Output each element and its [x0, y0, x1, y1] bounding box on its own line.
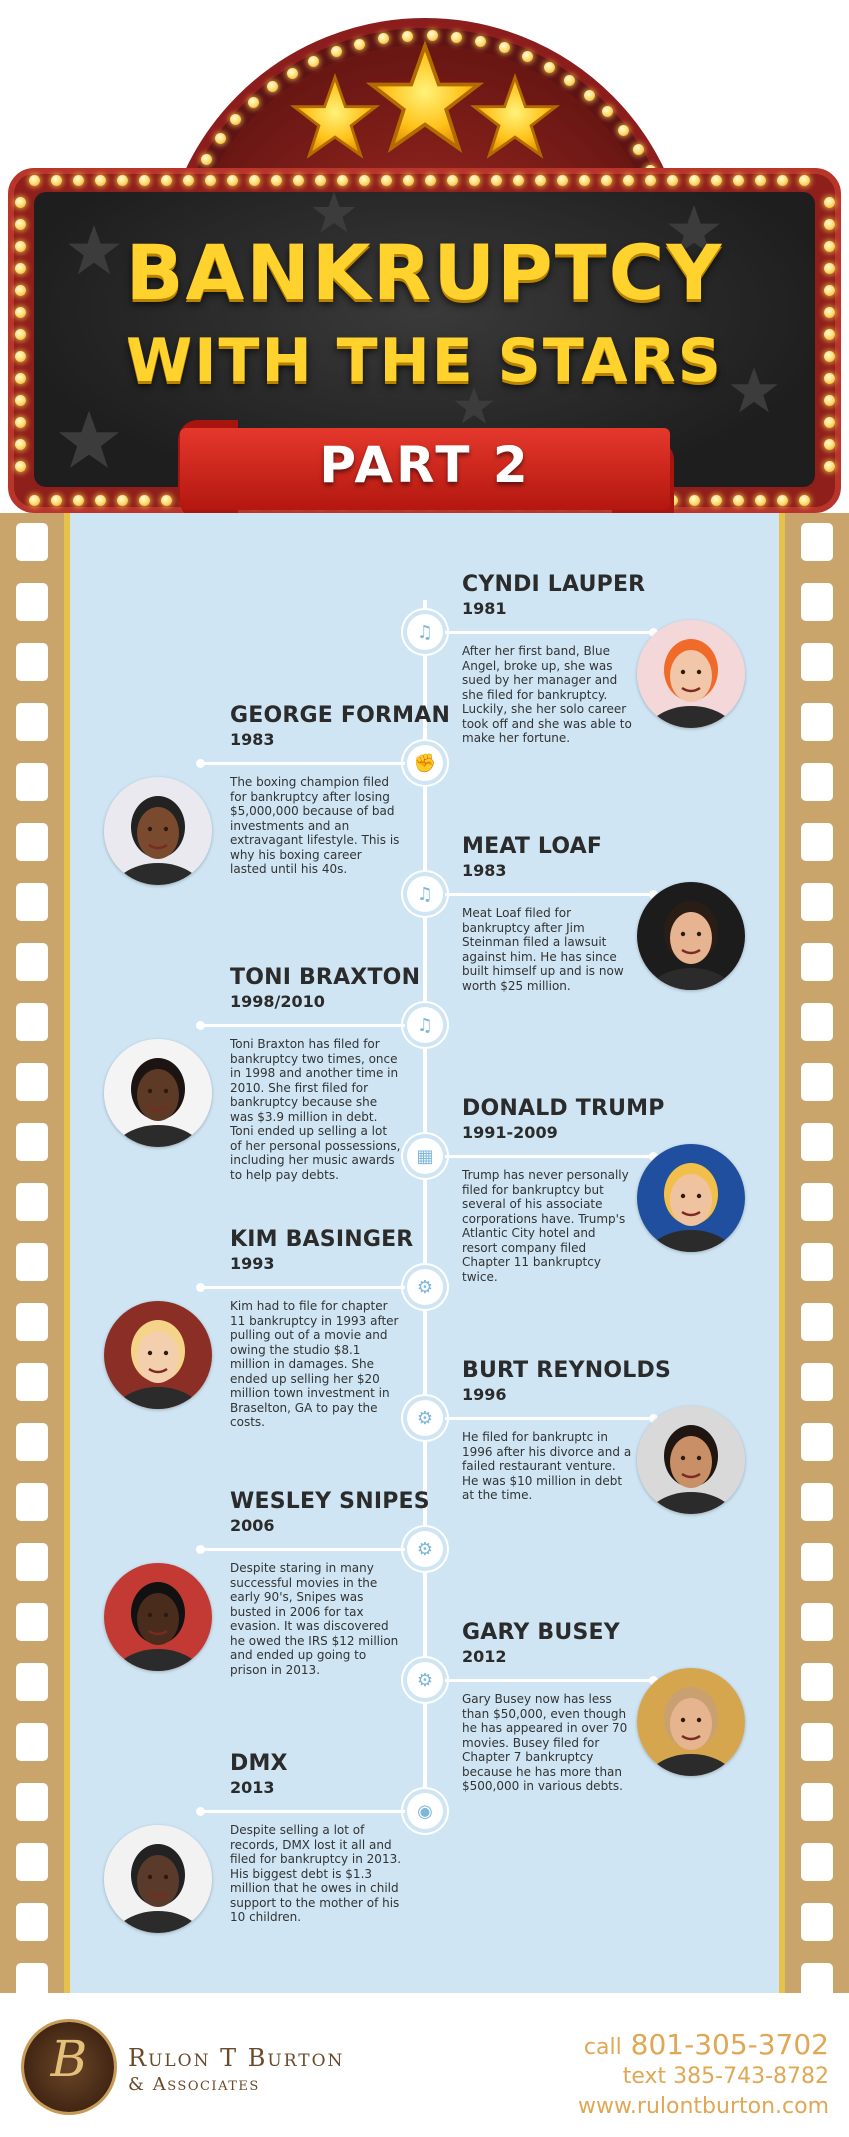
music-note-icon: ♫ — [407, 876, 443, 912]
celebrity-name: KIM BASINGER — [230, 1227, 414, 1252]
celebrity-story: He filed for bankruptc in 1996 after his divorce and a failed restaurant venture. He was $10 million in debt at the time. — [462, 1430, 632, 1502]
film-reel-icon: ⚙ — [407, 1531, 443, 1567]
building-icon: ▦ — [407, 1138, 443, 1174]
celebrity-story: The boxing champion filed for bankruptcy after losing $5,000,000 because of bad investments and an extravagant lifestyle. This is why his boxing career lasted until his 40s. — [230, 775, 400, 876]
music-note-icon: ♫ — [407, 1007, 443, 1043]
bankruptcy-year: 2013 — [230, 1778, 275, 1797]
bankruptcy-year: 2012 — [462, 1647, 507, 1666]
call-line — [584, 2028, 829, 2061]
bankruptcy-year: 1991-2009 — [462, 1123, 558, 1142]
celebrity-name: BURT REYNOLDS — [462, 1358, 671, 1383]
film-reel-icon: ⚙ — [407, 1662, 443, 1698]
celebrity-photo — [104, 1301, 212, 1409]
celebrity-photo — [104, 1825, 212, 1933]
timeline-connector — [445, 1417, 650, 1420]
text-number[interactable]: 385-743-8782 — [673, 2064, 829, 2089]
website-link[interactable]: www.rulontburton.com — [577, 2094, 829, 2119]
celebrity-name: TONI BRAXTON — [230, 965, 421, 990]
bankruptcy-year: 2006 — [230, 1516, 275, 1535]
timeline-connector — [200, 762, 405, 765]
bankruptcy-year: 1996 — [462, 1385, 507, 1404]
music-note-icon: ♫ — [407, 614, 443, 650]
celebrity-photo — [104, 777, 212, 885]
celebrity-story: Trump has never personally filed for bankruptcy but several of his associate corporations have. Trump's Atlantic City hotel and resort company filed Chapter 11 bankruptcy twice. — [462, 1168, 629, 1284]
celebrity-story: After her first band, Blue Angel, broke up, she was sued by her manager and she filed for bankruptcy. Luckily, she her solo career took off and she was able to make her fortune. — [462, 644, 632, 745]
bankruptcy-year: 1981 — [462, 599, 507, 618]
celebrity-name: DMX — [230, 1751, 288, 1776]
logo-letter: B — [50, 2030, 88, 2088]
call-number[interactable]: 801-305-3702 — [630, 2028, 829, 2061]
celebrity-photo — [637, 1668, 745, 1776]
bankruptcy-year: 1983 — [462, 861, 507, 880]
firm-name: Rulon T Burton — [128, 2044, 345, 2072]
title-line-1: BANKRUPTCY — [125, 228, 724, 317]
celebrity-story: Meat Loaf filed for bankruptcy after Jim Steinman filed a lawsuit against him. He has since built himself up and is now worth $25 million. — [462, 906, 624, 993]
celebrity-photo — [637, 1406, 745, 1514]
timeline-connector — [200, 1548, 405, 1551]
record-icon: ◉ — [407, 1793, 443, 1829]
celebrity-photo — [104, 1563, 212, 1671]
celebrity-story: Kim had to file for chapter 11 bankruptcy in 1993 after pulling out of a movie and owing the studio $8.1 million in damages. She ended up selling her $20 million town investment in Braselton, GA to pay the costs. — [230, 1299, 399, 1429]
celebrity-story: Despite staring in many successful movies in the early 90's, Snipes was busted in 2006 for tax evasion. It was discovered he owed the IRS $12 million and ended up going to prison in 2013. — [230, 1561, 399, 1677]
film-reel-icon: ⚙ — [407, 1269, 443, 1305]
timeline-dot — [196, 759, 205, 768]
timeline-connector — [445, 1155, 650, 1158]
boxing-glove-icon: ✊ — [407, 745, 443, 781]
timeline-connector — [445, 631, 650, 634]
timeline-dot — [196, 1807, 205, 1816]
timeline-connector — [200, 1810, 405, 1813]
celebrity-name: GARY BUSEY — [462, 1620, 620, 1645]
celebrity-name: CYNDI LAUPER — [462, 572, 646, 597]
ribbon-label: PART 2 — [319, 436, 531, 494]
timeline-connector — [200, 1286, 405, 1289]
celebrity-photo — [637, 620, 745, 728]
bankruptcy-year: 1993 — [230, 1254, 275, 1273]
celebrity-photo — [637, 1144, 745, 1252]
celebrity-story: Gary Busey now has less than $50,000, even though he has appeared in over 70 movies. Busey filed for Chapter 7 bankruptcy because he has more than $500,000 in various debts. — [462, 1692, 628, 1793]
title-line-2: WITH THE STARS — [126, 326, 723, 396]
film-reel-icon: ⚙ — [407, 1400, 443, 1436]
timeline-dot — [196, 1545, 205, 1554]
celebrity-name: GEORGE FORMAN — [230, 703, 451, 728]
text-label: text — [622, 2064, 667, 2089]
timeline-dot — [196, 1283, 205, 1292]
celebrity-story: Toni Braxton has filed for bankruptcy two times, once in 1998 and another time in 2010. She first filed for bankruptcy because she was $3.9 million in debt. Toni ended up selling a lot of her personal possessions, including her music awards to help pay debts. — [230, 1037, 401, 1182]
firm-subtitle: & Associates — [128, 2074, 260, 2095]
celebrity-name: WESLEY SNIPES — [230, 1489, 430, 1514]
timeline-connector — [200, 1024, 405, 1027]
timeline-connector — [445, 1679, 650, 1682]
bankruptcy-year: 1983 — [230, 730, 275, 749]
celebrity-story: Despite selling a lot of records, DMX lost it all and filed for bankruptcy in 2013. His biggest debt is $1.3 million that he owes in child support to the mother of his 10 children. — [230, 1823, 402, 1924]
celebrity-name: DONALD TRUMP — [462, 1096, 665, 1121]
celebrity-photo — [637, 882, 745, 990]
bankruptcy-year: 1998/2010 — [230, 992, 325, 1011]
timeline-connector — [445, 893, 650, 896]
celebrity-photo — [104, 1039, 212, 1147]
celebrity-name: MEAT LOAF — [462, 834, 603, 859]
timeline-dot — [196, 1021, 205, 1030]
call-label: call — [583, 2035, 622, 2060]
text-line — [623, 2064, 829, 2089]
